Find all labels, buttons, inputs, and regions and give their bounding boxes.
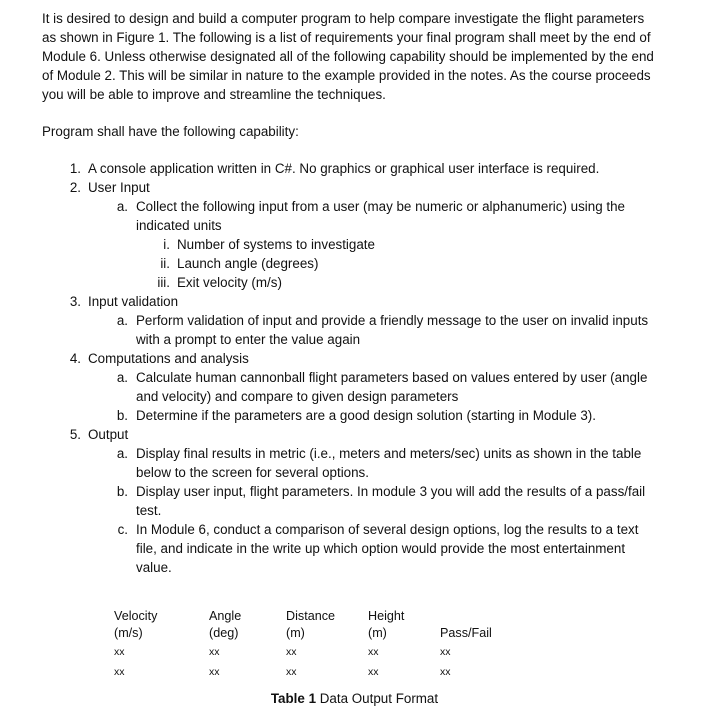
table-cell: xx [114,645,125,658]
list-subitem [108,368,662,406]
item-number: 3. [69,294,81,309]
table-row [114,662,520,682]
item-number: a. [116,313,128,328]
column-header-pass-fail [440,608,520,642]
table-cell: xx [209,665,220,678]
list-item [64,292,662,311]
item-text: Computations and analysis [88,351,249,366]
item-number: ii. [160,256,170,271]
table-cell: xx [114,665,125,678]
requirements-list [42,159,662,577]
header-unit: (m) [286,626,305,640]
column-header-angle [209,608,286,642]
list-subitem [108,520,662,577]
item-text: Display final results in metric (i.e., meters and meters/sec) units as shown in the table below to the screen for several options. [136,446,642,480]
list-subitem [108,311,662,349]
item-number: a. [116,370,128,385]
item-text: Collect the following input from a user (may be numeric or alphanumeric) using the indicated units [136,199,625,233]
intro-paragraph: It is desired to design and build a computer program to help compare investigate the flight parameters as shown in Figure 1. The following is a list of requirements your final program shall meet by the end of Module 6. Unless otherwise designated all of the following capability should be implemented by the end of Module 2. This will be similar in nature to the example provided in the notes. As the course proceeds you will be able to improve and streamline the techniques. [42,11,654,102]
item-number: 2. [69,180,81,195]
header-line: Velocity [114,609,158,623]
list-subitem [108,406,662,425]
item-text: Number of systems to investigate [177,237,375,252]
table-cell: xx [368,665,379,678]
table-cell: xx [286,665,297,678]
header-unit: (m/s) [114,626,143,640]
item-text: Determine if the parameters are a good design solution (starting in Module 3). [136,408,596,423]
header-unit: (deg) [209,626,239,640]
item-text: A console application written in C#. No graphics or graphical user interface is required. [88,161,600,176]
list-subitem [108,197,662,235]
item-text: User Input [88,180,150,195]
item-number: 1. [69,161,81,176]
table-caption [0,689,709,708]
list-item [64,425,662,444]
list-item [64,178,662,197]
item-number: a. [116,199,128,214]
table-header-row [114,608,520,642]
document-body [42,9,662,577]
header-line: Height [368,609,405,623]
table-cell: xx [286,645,297,658]
item-text: Input validation [88,294,179,309]
item-text: In Module 6, conduct a comparison of several design options, log the results to a text file, and indicate in the write up which option would provide the most entertainment value. [136,522,639,575]
list-subsubitem [146,273,662,292]
item-text: Launch angle (degrees) [177,256,319,271]
table-cell: xx [440,645,451,658]
capability-lead: Program shall have the following capability: [42,124,299,139]
list-subitem [108,482,662,520]
item-number: 5. [69,427,81,442]
list-item [64,159,662,178]
item-number: i. [163,237,170,252]
item-number: b. [116,408,128,423]
column-header-height [368,608,440,642]
caption-label: Table 1 [270,691,317,706]
list-subitem [108,444,662,482]
item-text: Calculate human cannonball flight parameters based on values entered by user (angle and velocity) and compare to given design parameters [136,370,648,404]
header-line: Angle [209,609,242,623]
item-text: Perform validation of input and provide a friendly message to the user on invalid inputs with a prompt to enter the value again [136,313,649,347]
list-subsubitem [146,254,662,273]
header-line: Distance [286,609,335,623]
table-row [114,642,520,662]
list-item [64,349,662,368]
column-header-velocity [114,608,209,642]
item-text: Display user input, flight parameters. In module 3 you will add the results of a pass/fail test. [136,484,646,518]
header-line: Pass/Fail [440,626,492,640]
header-unit: (m) [368,626,387,640]
item-text: Exit velocity (m/s) [177,275,282,290]
item-number: 4. [69,351,81,366]
column-header-distance [286,608,368,642]
caption-text: Data Output Format [319,691,439,706]
table-cell: xx [209,645,220,658]
table-cell: xx [368,645,379,658]
item-number: a. [116,446,128,461]
item-number: b. [116,484,128,499]
item-text: Output [88,427,129,442]
item-number: c. [117,522,128,537]
table-cell: xx [440,665,451,678]
data-output-table [114,608,520,682]
item-number: iii. [157,275,170,290]
list-subsubitem [146,235,662,254]
